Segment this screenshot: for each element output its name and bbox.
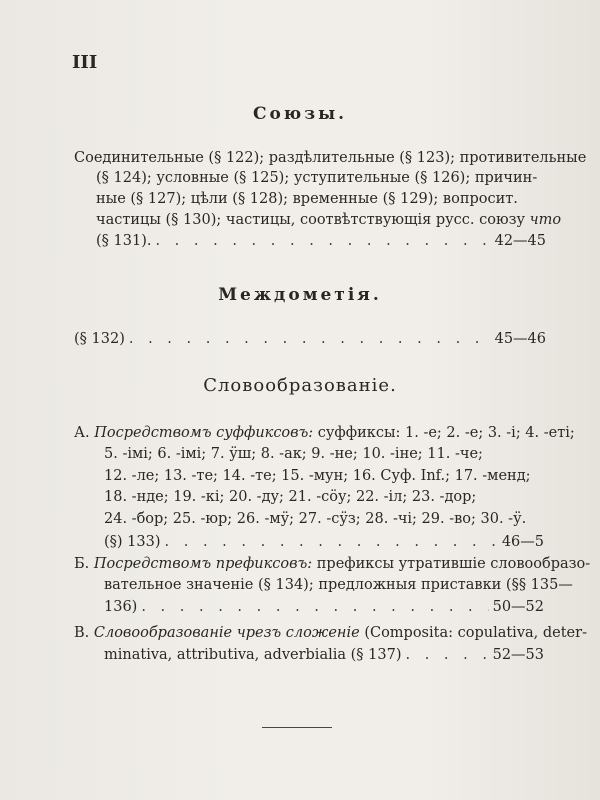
section-heading-soyuzy: Союзы. [252,104,348,124]
slovo-a-label: А. [74,425,90,441]
slovo-b-line-2: вательное значеніе (§ 134); предложныя приставки (§§ 135— [104,577,573,593]
slovo-v-leader-line [104,645,544,665]
slovo-v-pages: 52—53 [492,647,544,663]
slovo-v-line-1 [74,623,587,643]
slovo-b-line-1-rest: префиксы утратившіе словообразо- [316,556,591,572]
leader-dots [165,532,498,552]
soyuzy-pages: 42—45 [494,233,546,249]
mezhdometiya-leader-line [74,329,546,349]
slovo-v-label: В. [74,625,90,641]
slovo-a-pages: 46—5 [501,534,544,550]
slovo-v-last-line: minativa, attributiva, adverbialia (§ 137) [104,647,402,663]
soyuzy-last-line: (§ 131). [96,233,152,249]
slovo-a-line-4: 18. -нде; 19. -кі; 20. -ду; 21. -сӧу; 22. -іл; 23. -дор; [104,489,477,505]
mezhdometiya-pages: 45—46 [494,331,546,347]
slovo-b-last-line: 136) [104,599,138,615]
slovo-v-label-italic: Словообразованіе чрезъ сложеніе [93,625,360,641]
soyuzy-line-2: (§ 124); условные (§ 125); уступительные (§ 126); причин- [96,170,538,186]
slovo-a-line-1 [74,423,575,443]
mezhdometiya-line: (§ 132) [74,331,125,347]
slovo-a-label-italic: Посредствомъ суффиксовъ: [94,425,314,441]
soyuzy-leader-line [96,231,546,251]
soyuzy-line-1: Соединительные (§ 122); раздѣлительные (§ 123); противительные [74,150,587,166]
slovo-b-pages: 50—52 [492,599,544,615]
slovo-a-line-5: 24. -бор; 25. -юр; 26. -мӱ; 27. -сӱз; 28. -чі; 29. -во; 30. -ӱ. [104,511,527,527]
section-heading-mezhdometiya: Междометія. [218,285,382,305]
soyuzy-line-3: ные (§ 127); цѣли (§ 128); временные (§ 129); вопросит. [96,191,518,207]
slovo-a-line-1-rest: суффиксы: 1. -е; 2. -е; 3. -і; 4. -еті; [317,425,575,441]
leader-dots [129,329,491,349]
leader-dots [155,231,490,251]
slovo-v-line-1-rest: (Composita: copulativa, deter- [364,625,587,641]
slovo-b-line-1 [74,554,591,574]
end-rule [262,727,332,728]
slovo-b-label-italic: Посредствомъ префиксовъ: [93,556,313,572]
leader-dots [141,597,488,617]
soyuzy-line-4-text: частицы (§ 130); частицы, соотвѣтствующія русс. союзу [96,212,526,228]
slovo-b-leader-line [104,597,544,617]
slovo-a-line-3: 12. -ле; 13. -те; 14. -те; 15. -мун; 16. Суф. Inf.; 17. -менд; [104,468,531,484]
slovo-a-leader-line [104,532,544,552]
slovo-b-label: Б. [74,556,90,572]
slovo-a-last-line: (§) 133) [104,534,161,550]
soyuzy-line-4-italic: что [529,212,562,228]
soyuzy-line-4 [96,210,562,230]
leader-dots [405,645,488,665]
section-heading-slovoobrazovanie: Словообразованіе. [203,375,397,396]
page-number: III [72,52,98,73]
slovo-a-line-2: 5. -імі; 6. -імі; 7. ӱш; 8. -ак; 9. -не; 10. -іне; 11. -че; [104,446,483,462]
